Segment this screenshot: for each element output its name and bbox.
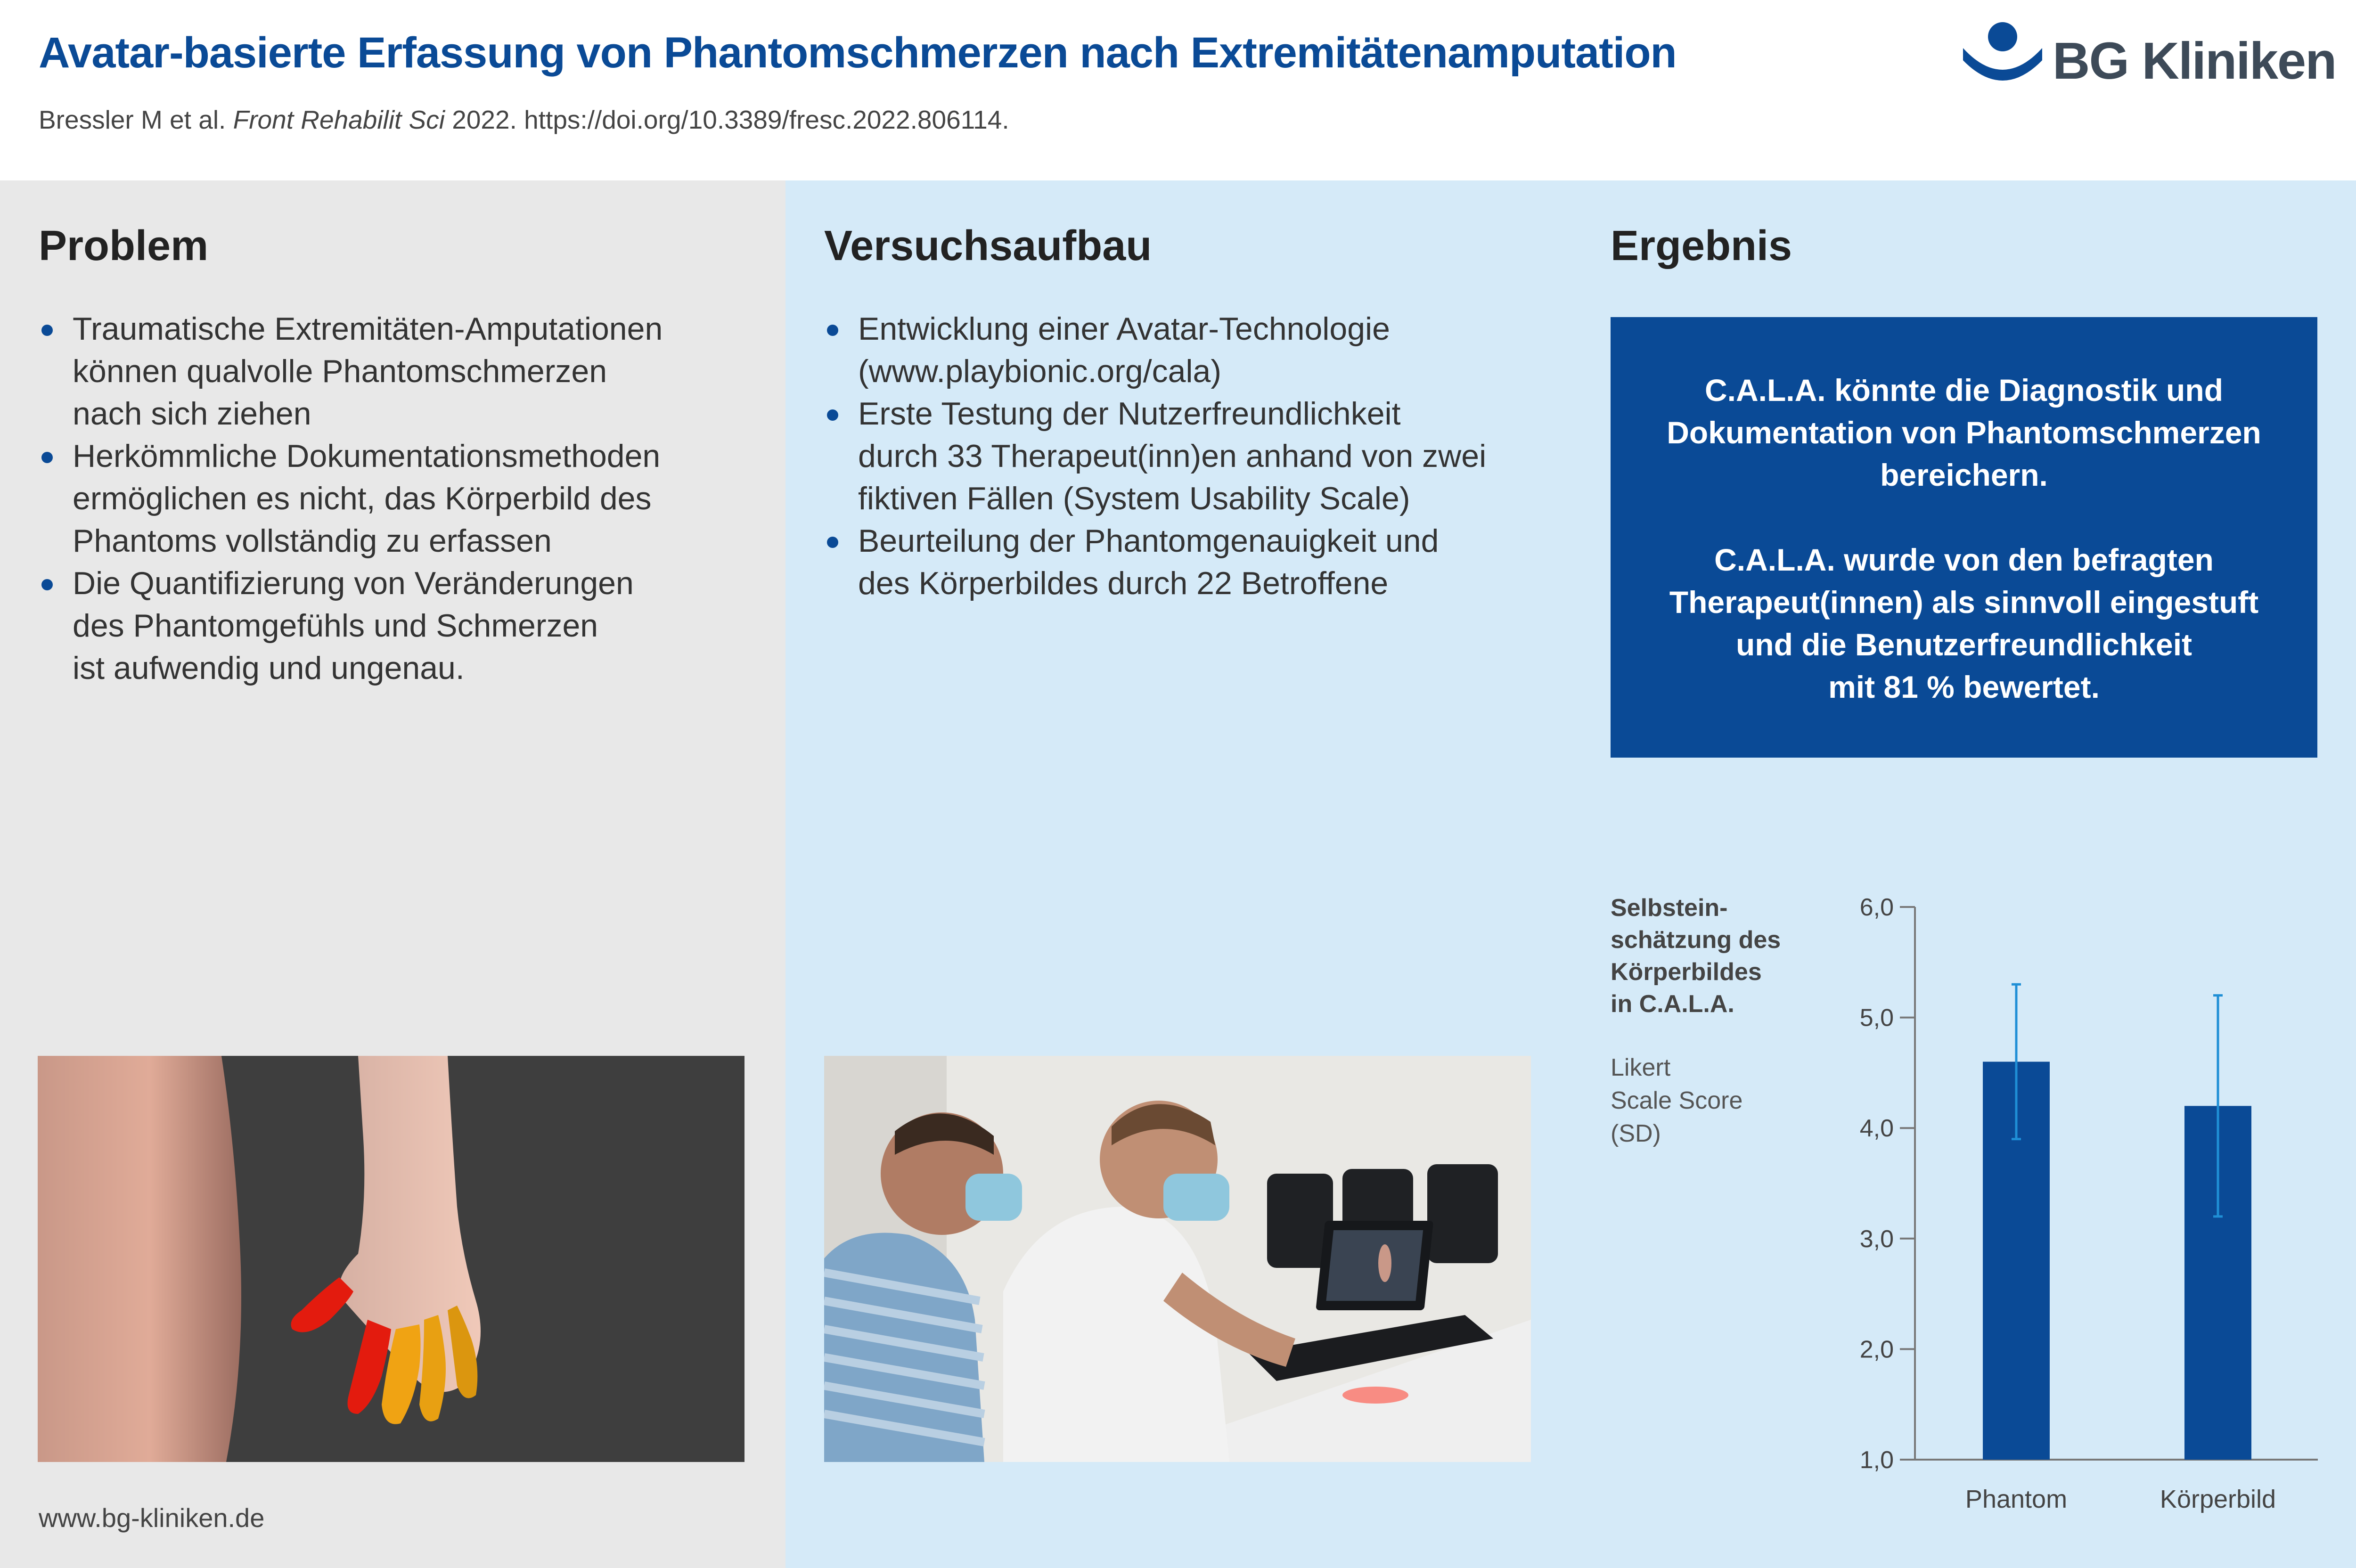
problem-bullet: Traumatische Extremitäten-Amputationen können qualvolle Phantomschmerzen nach sich ziehen	[39, 308, 663, 435]
problem-column	[0, 180, 785, 1568]
setup-column	[785, 180, 1571, 1568]
setup-bullet: Erste Testung der Nutzerfreundlichkeit durch 33 Therapeut(inn)en anhand von zwei fiktiven Fällen (System Usability Scale)	[824, 392, 1486, 520]
page-title: Avatar-basierte Erfassung von Phantomschmerzen nach Extremitätenamputation	[39, 29, 1677, 77]
citation-doi: 2022. https://doi.org/10.3389/fresc.2022.806114.	[452, 105, 1009, 134]
citation	[39, 105, 1009, 135]
footer-url[interactable]: www.bg-kliniken.de	[39, 1503, 265, 1533]
result-text-2: C.A.L.A. wurde von den befragten Therapeut(innen) als sinnvoll eingestuft und die Benutzerfreundlichkeit mit 81 % bewertet.	[1669, 542, 2259, 704]
problem-list	[39, 308, 663, 689]
setup-bullet: Beurteilung der Phantomgenauigkeit und des Körperbildes durch 22 Betroffene	[824, 520, 1486, 604]
x-category-label: Körperbild	[2160, 1485, 2276, 1513]
y-tick-label: 6,0	[1859, 894, 1894, 921]
citation-journal: Front Rehabilit Sci	[233, 105, 445, 134]
x-category-label: Phantom	[1965, 1485, 2068, 1513]
avatar-hand-illustration	[38, 1056, 744, 1462]
problem-bullet: Die Quantifizierung von Veränderungen des Phantomgefühls und Schmerzen ist aufwendig und ungenau.	[39, 562, 663, 689]
result-column	[1571, 180, 2356, 1568]
y-tick-label: 2,0	[1859, 1336, 1894, 1364]
problem-heading: Problem	[39, 222, 209, 270]
bg-kliniken-logo	[1960, 21, 2336, 91]
result-heading: Ergebnis	[1611, 222, 1792, 270]
logo-icon	[1960, 21, 2045, 91]
y-tick-label: 1,0	[1859, 1446, 1894, 1474]
avatar-hand-image	[38, 1056, 744, 1462]
logo-text: BG Kliniken	[2053, 32, 2336, 90]
citation-authors: Bressler M et al.	[39, 105, 226, 134]
y-tick-label: 4,0	[1859, 1115, 1894, 1143]
setup-list	[824, 308, 1486, 604]
header	[0, 0, 2356, 179]
chart-title: Selbstein- schätzung des Körperbildes in C.A.L.A.	[1611, 894, 1781, 1018]
setup-bullet: Entwicklung einer Avatar-Technologie (www.playbionic.org/cala)	[824, 308, 1486, 392]
result-text-1: C.A.L.A. könnte die Diagnostik und Dokumentation von Phantomschmerzen bereichern.	[1667, 373, 2261, 492]
body-image-bar-chart	[1571, 180, 2356, 1568]
y-tick-label: 5,0	[1859, 1004, 1894, 1032]
problem-bullet: Herkömmliche Dokumentationsmethoden ermöglichen es nicht, das Körperbild des Phantoms vollständig zu erfassen	[39, 435, 663, 562]
setup-heading: Versuchsaufbau	[824, 222, 1152, 270]
chart-y-axis-label: Likert Scale Score (SD)	[1611, 1054, 1743, 1147]
test-setup-illustration	[824, 1056, 1531, 1462]
y-tick-label: 3,0	[1859, 1225, 1894, 1253]
test-setup-photo	[824, 1056, 1531, 1462]
